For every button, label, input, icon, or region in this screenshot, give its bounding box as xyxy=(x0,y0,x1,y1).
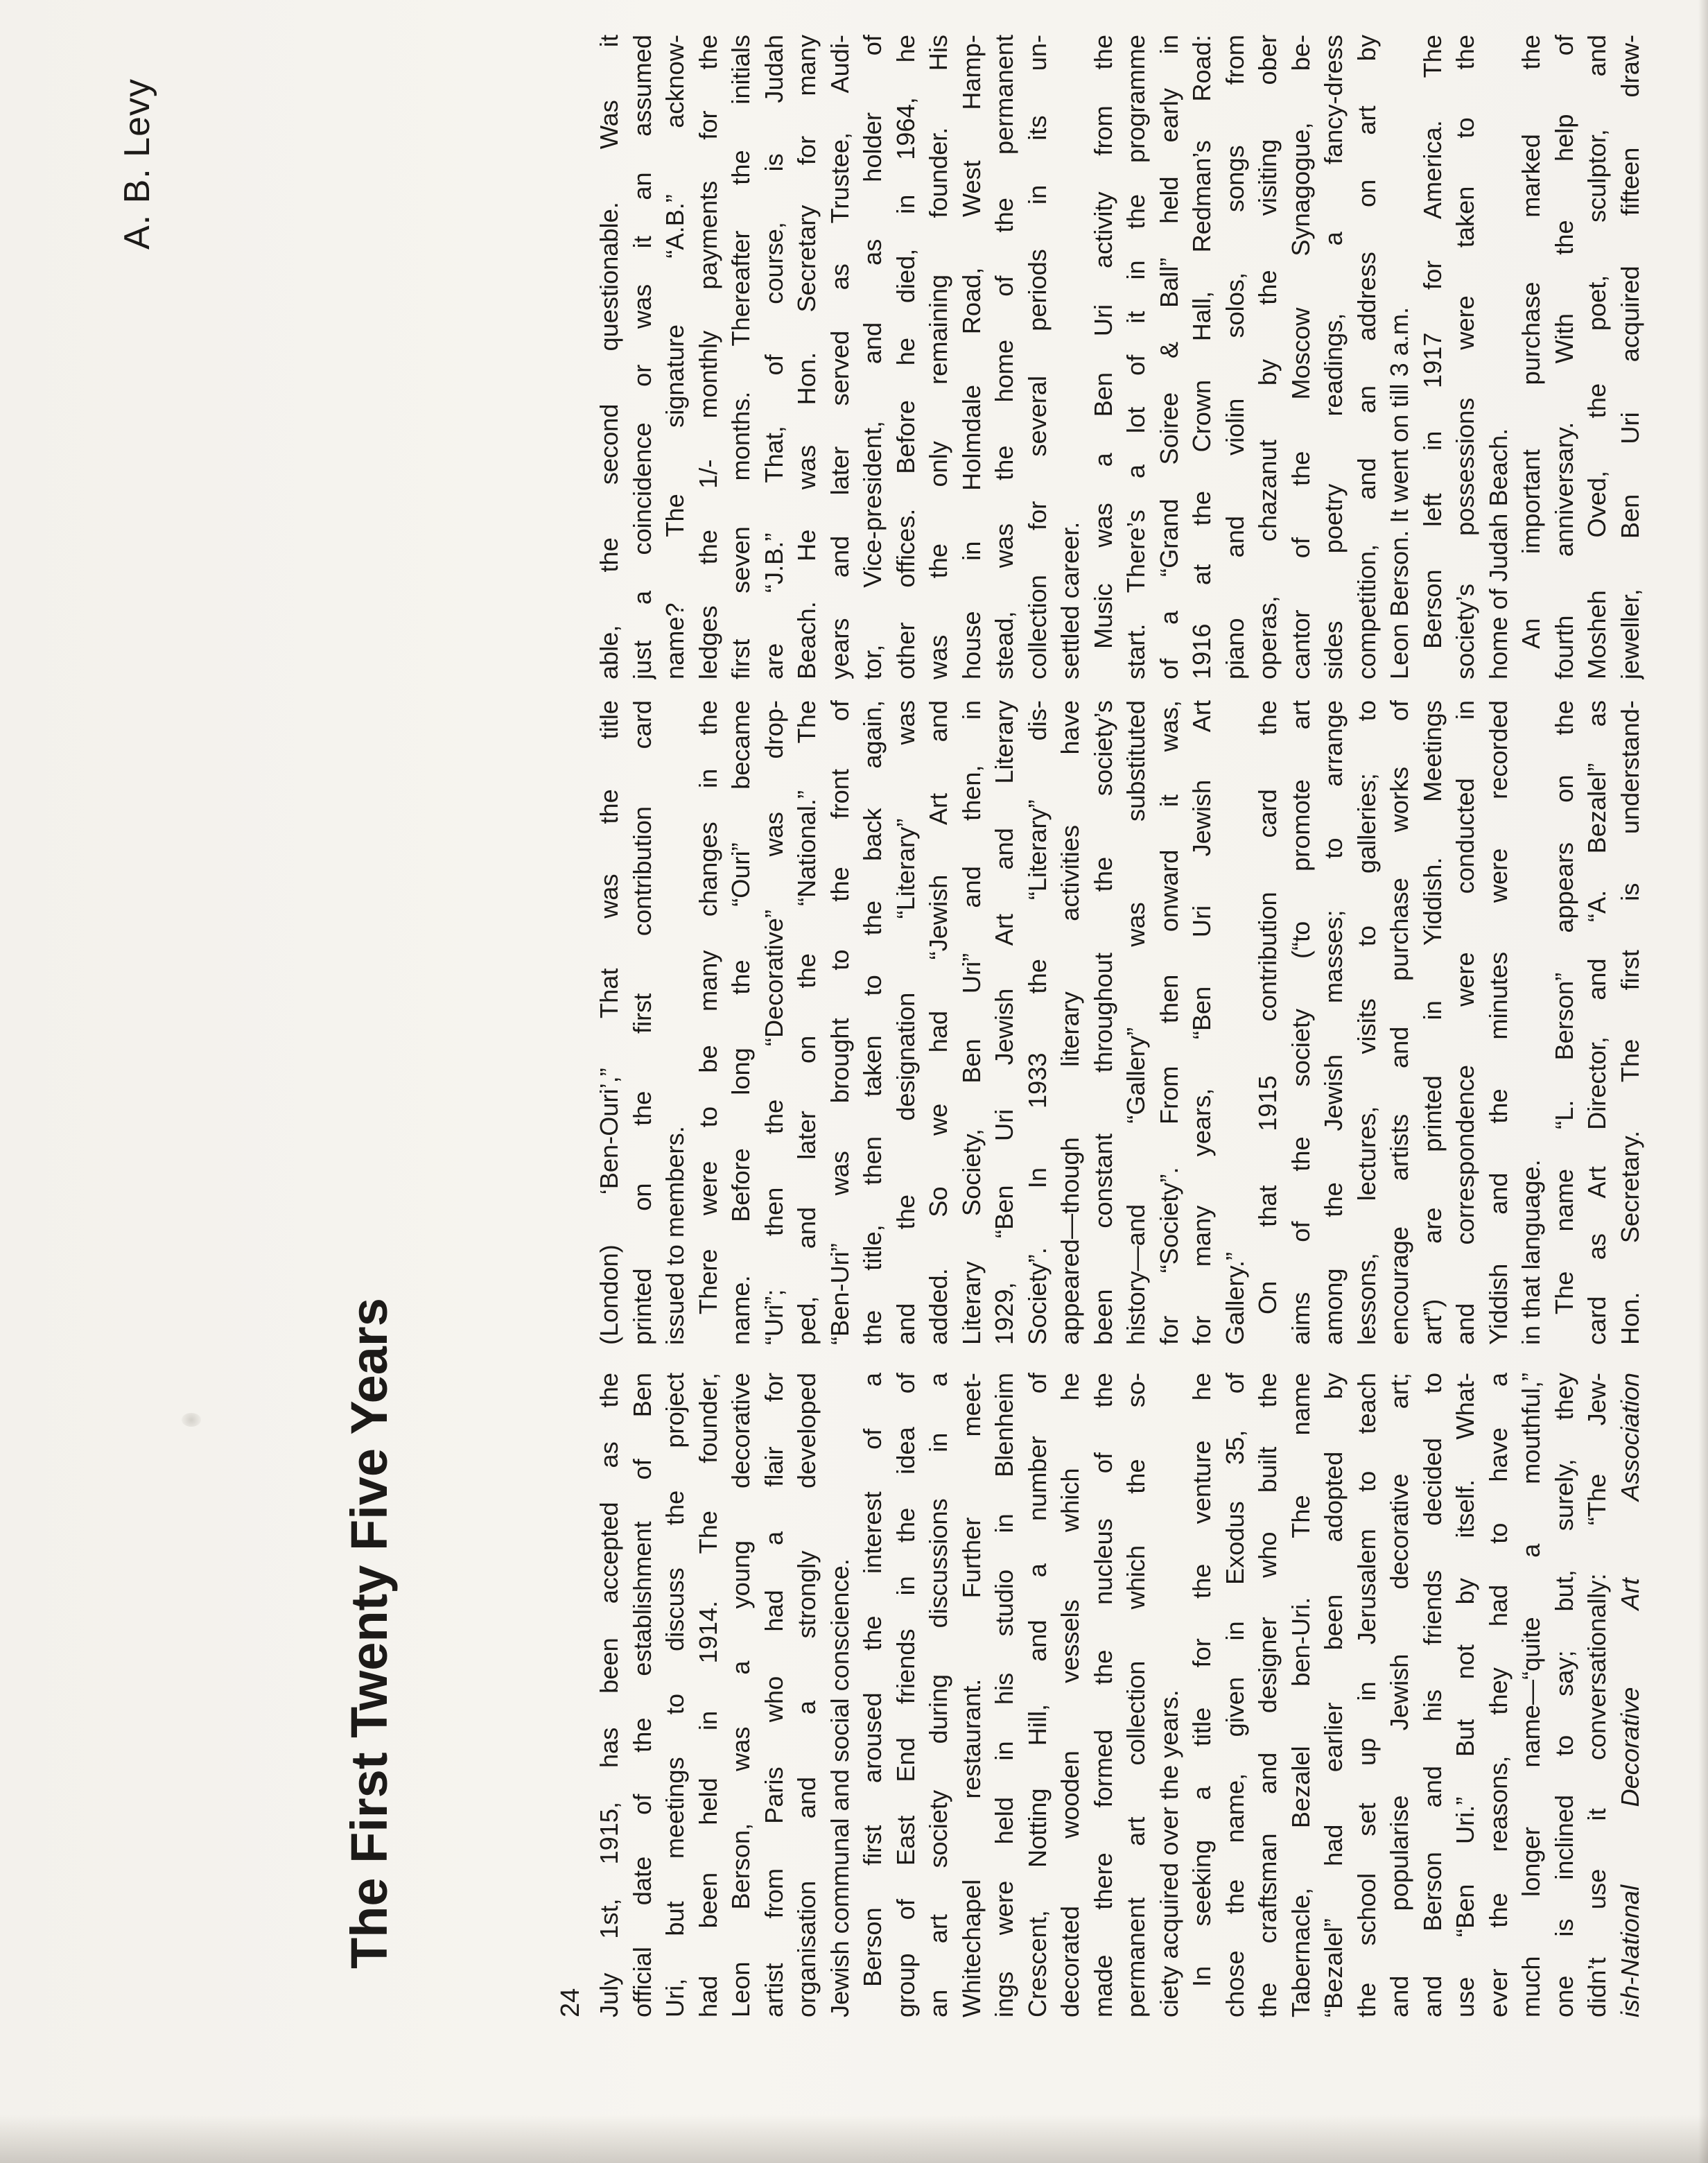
text-line: history—and “Gallery” was substituted xyxy=(1122,700,1150,1345)
text-line: tor, Vice-president, and as holder of xyxy=(858,35,887,679)
text-line: ings were held in his studio in Blenheim xyxy=(990,1373,1018,2017)
text-line: collection for several periods in its un- xyxy=(1022,35,1052,679)
text-line: one is inclined to say; but, surely, they xyxy=(1549,1373,1578,2017)
text-line: ledges the 1/- monthly payments for the xyxy=(693,35,722,679)
text-line: operas, chazanut by the visiting ober xyxy=(1253,35,1282,679)
text-line: “Ben-Uri” was brought to the front of xyxy=(825,700,854,1345)
text-line: been constant throughout the society’s xyxy=(1088,700,1117,1345)
text-line: just a coincidence or was it an assumed xyxy=(627,35,656,679)
text-line: An important purchase marked the xyxy=(1517,35,1545,649)
text-line: ciety acquired over the years. xyxy=(1154,1689,1183,2017)
text-column-3 xyxy=(593,35,1646,679)
text-line: able, the second questionable. Was it xyxy=(595,35,623,679)
text-line: for “Society”. From then onward it was, xyxy=(1154,700,1183,1345)
text-line: lessons, lectures, visits to galleries; to xyxy=(1352,700,1381,1345)
text-line: among the Jewish masses; to arrange xyxy=(1319,700,1348,1345)
text-line: stead, was the home of the permanent xyxy=(990,35,1018,679)
text-line: group of East End friends in the idea of xyxy=(891,1373,920,2017)
text-line: Whitechapel restaurant. Further meet- xyxy=(957,1373,986,2017)
text-line: had been held in 1914. The founder, xyxy=(693,1373,722,2017)
text-line: was the only remaining founder. His xyxy=(924,35,952,679)
page-edge-shadow-right xyxy=(1698,0,1708,2163)
text-line: (London) ‘Ben-Ouri’,” That was the title xyxy=(595,700,623,1345)
text-line: the school set up in Jerusalem to teach xyxy=(1352,1373,1381,2017)
text-line: years and later served as Trustee, Audi- xyxy=(825,35,854,679)
text-line: society’s possessions were taken to the xyxy=(1451,35,1479,679)
text-line: and Berson and his friends decided to xyxy=(1418,1373,1447,2017)
text-line: permanent art collection which the so- xyxy=(1122,1373,1150,2017)
text-line: first seven months. Thereafter the initials xyxy=(726,35,755,679)
text-line: Gallery.” xyxy=(1220,1251,1249,1345)
text-line: name. Before long the “Ouri” became xyxy=(726,700,755,1345)
text-line: In seeking a title for the venture he xyxy=(1187,1373,1216,1987)
text-line: start. There’s a lot of it in the programme xyxy=(1122,35,1150,679)
text-line: jeweller, Ben Uri acquired fifteen draw- xyxy=(1615,35,1644,679)
article-title: The First Twenty Five Years xyxy=(340,1298,398,1969)
text-line: home of Judah Beach. xyxy=(1483,428,1513,679)
text-line: ish-National Decorative Art Association xyxy=(1615,1373,1644,2017)
text-line: and popularise Jewish decorative art; xyxy=(1385,1373,1413,2017)
text-line: printed on the first contribution card xyxy=(627,700,656,1345)
text-line: piano and violin solos, songs from xyxy=(1220,35,1249,679)
text-line: encourage artists and purchase works of xyxy=(1385,700,1413,1345)
text-line: the craftsman and designer who built the xyxy=(1253,1373,1282,2017)
text-line: ever the reasons, they had to have a xyxy=(1483,1373,1513,2017)
text-line: “Uri”; then the “Decorative” was drop- xyxy=(759,700,788,1345)
text-line: use “Ben Uri.” But not by itself. What- xyxy=(1451,1373,1479,2017)
text-line: Society”. In 1933 the “Literary” dis- xyxy=(1022,700,1052,1345)
text-line: Uri, but meetings to discuss the project xyxy=(661,1373,689,2017)
author-name: A. B. Levy xyxy=(117,78,157,250)
text-line: organisation and a strongly developed xyxy=(792,1373,821,2017)
text-line: fourth anniversary. With the help of xyxy=(1549,35,1578,679)
text-line: “Bezalel” had earlier been adopted by xyxy=(1319,1373,1348,2017)
text-line: added. So we had “Jewish Art and xyxy=(924,700,952,1345)
text-line: an art society during discussions in a xyxy=(924,1373,952,2017)
text-line: Leon Berson, was a young decorative xyxy=(726,1373,755,2017)
text-line: artist from Paris who had a flair for xyxy=(759,1373,788,2017)
text-line: card as Art Director, and “A. Bezalel” as xyxy=(1583,700,1611,1345)
text-line: settled career. xyxy=(1056,521,1084,679)
text-line: appeared—though literary activities have xyxy=(1056,700,1084,1345)
text-line: Hon. Secretary. The first is understand- xyxy=(1615,700,1644,1345)
text-line: Mosheh Oved, the poet, sculptor, and xyxy=(1583,35,1611,679)
text-line: Berson first aroused the interest of a xyxy=(858,1373,887,1987)
text-line: aims of the society (“to promote art xyxy=(1286,700,1315,1345)
text-line: Crescent, Notting Hill, and a number of xyxy=(1022,1373,1052,2017)
text-line: Leon Berson. It went on till 3 a.m. xyxy=(1385,306,1413,679)
text-line: the title, then taken to the back again, xyxy=(858,700,887,1345)
text-line: 1916 at the Crown Hall, Redman’s Road: xyxy=(1187,35,1216,679)
text-line: and the designation “Literary” was xyxy=(891,700,920,1345)
text-line: The name “L. Berson” appears on the xyxy=(1549,700,1578,1314)
text-line: made there formed the nucleus of the xyxy=(1088,1373,1117,2017)
text-line: Beach. He was Hon. Secretary for many xyxy=(792,35,821,679)
text-line: Berson left in 1917 for America. The xyxy=(1418,35,1447,649)
text-line: house in Holmdale Road, West Hamp- xyxy=(957,35,986,679)
text-line: 1929, “Ben Uri Jewish Art and Literary xyxy=(990,700,1018,1345)
text-line: of a “Grand Soiree & Ball” held early in xyxy=(1154,35,1183,679)
text-line: and correspondence were conducted in xyxy=(1451,700,1479,1345)
page-edge-shadow-bottom xyxy=(0,2114,1708,2163)
text-line: There were to be many changes in the xyxy=(693,700,722,1314)
text-column-1 xyxy=(593,1373,1646,2017)
text-line: sides poetry readings, a fancy-dress xyxy=(1319,35,1348,679)
text-line: art”) are printed in Yiddish. Meetings xyxy=(1418,700,1447,1345)
text-line: ped, and later on the “National.” The xyxy=(792,700,821,1345)
text-line: chose the name, given in Exodus 35, of xyxy=(1220,1373,1249,2017)
text-line: are “J.B.” That, of course, is Judah xyxy=(759,35,788,679)
text-line: in that language. xyxy=(1517,1159,1545,1345)
text-line: official date of the establishment of Ben xyxy=(627,1373,656,2017)
text-line: Yiddish and the minutes were recorded xyxy=(1483,700,1513,1345)
text-column-2 xyxy=(593,700,1646,1345)
text-line: Jewish communal and social conscience. xyxy=(825,1558,854,2017)
text-line: July 1st, 1915, has been accepted as the xyxy=(595,1373,623,2017)
text-line: cantor of the Moscow Synagogue, be- xyxy=(1286,35,1315,679)
text-line: didn’t use it conversationally: “The Jew- xyxy=(1583,1373,1611,2017)
text-line: On that 1915 contribution card the xyxy=(1253,700,1282,1314)
text-line: competition, and an address on art by xyxy=(1352,35,1381,679)
text-line: Tabernacle, Bezalel ben-Uri. The name xyxy=(1286,1373,1315,2017)
page-number: 24 xyxy=(556,1988,585,2017)
text-line: other offices. Before he died, in 1964, he xyxy=(891,35,920,679)
text-line: for many years, “Ben Uri Jewish Art xyxy=(1187,700,1216,1345)
text-line: Music was a Ben Uri activity from the xyxy=(1088,35,1117,649)
text-line: Literary Society, Ben Uri” and then, in xyxy=(957,700,986,1345)
text-line: decorated wooden vessels which he xyxy=(1056,1373,1084,2017)
text-line: name? The signature “A.B.” acknow- xyxy=(661,35,689,679)
text-line: issued to members. xyxy=(661,1126,689,1345)
text-line: much longer name—“quite a mouthful,” xyxy=(1517,1373,1545,2017)
